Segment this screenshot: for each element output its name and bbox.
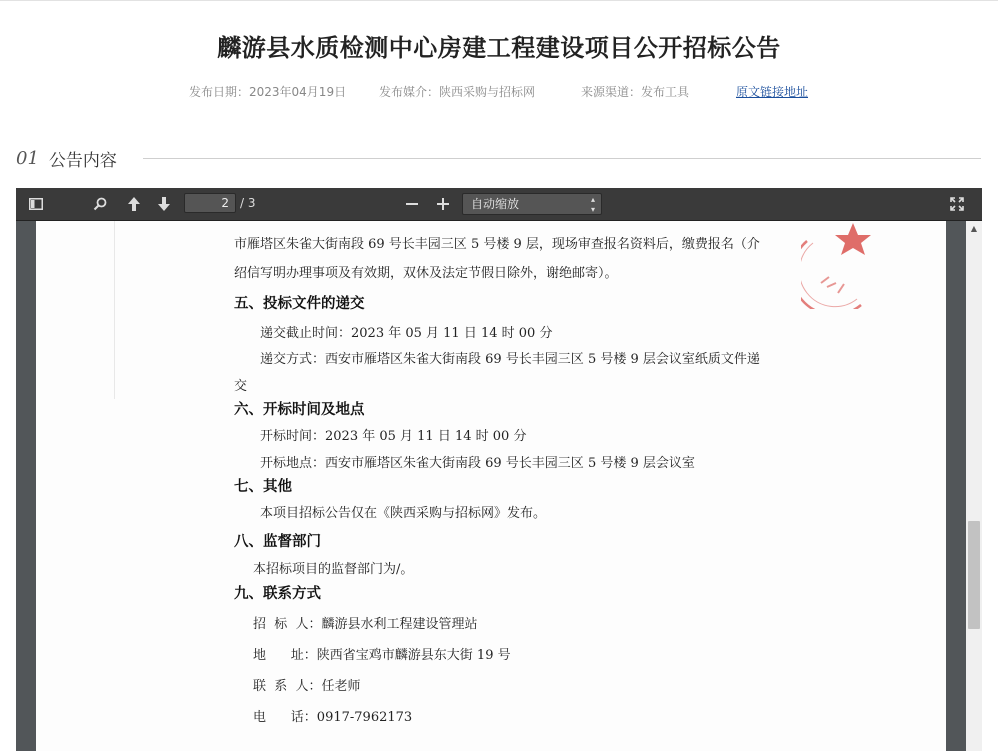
section-number: 01 (16, 147, 39, 169)
minus-icon[interactable] (400, 192, 424, 216)
official-seal-icon (801, 221, 891, 309)
zoom-select[interactable] (462, 193, 602, 215)
pdf-viewer (16, 188, 982, 751)
fullscreen-icon[interactable] (945, 192, 969, 216)
document-line: 招 标 人：麟游县水利工程建设管理站 (253, 617, 478, 632)
document-line: 开标时间：2023 年 05 月 11 日 14 时 00 分 (260, 429, 527, 444)
document-heading: 六、开标时间及地点 (234, 402, 365, 418)
page-number-input[interactable]: 2 (184, 193, 236, 213)
document-heading: 七、其他 (234, 479, 292, 495)
plus-icon[interactable] (431, 192, 455, 216)
search-icon[interactable] (88, 192, 112, 216)
document-line: 联 系 人：任老师 (253, 679, 361, 694)
publish-date: 发布日期：2023年04月19日 (189, 85, 347, 99)
scrollbar-thumb[interactable] (968, 521, 980, 629)
pdf-toolbar (16, 188, 982, 221)
document-line: 本项目招标公告仅在《陕西采购与招标网》发布。 (260, 506, 547, 521)
document-line: 开标地点：西安市雁塔区朱雀大街南段 69 号长丰园三区 5 号楼 9 层会议室 (260, 456, 695, 471)
publish-media: 发布媒介：陕西采购与招标网 (379, 85, 536, 99)
original-link[interactable]: 原文链接地址 (736, 85, 809, 99)
vertical-scrollbar[interactable] (966, 221, 982, 751)
section-divider (143, 158, 981, 159)
document-line: 绍信写明办理事项及有效期，双休及法定节假日除外，谢绝邮寄）。 (234, 266, 618, 281)
pdf-page (36, 221, 946, 751)
sidebar-toggle-icon[interactable] (24, 192, 48, 216)
arrow-down-icon[interactable] (152, 192, 176, 216)
document-heading: 九、联系方式 (234, 586, 321, 602)
pdf-page-area[interactable] (16, 221, 966, 751)
document-line: 电 话：0917-7962173 (253, 710, 413, 725)
top-divider (0, 0, 998, 1)
source-channel: 来源渠道：发布工具 (581, 85, 690, 99)
document-line: 交 (234, 379, 248, 394)
section-header (16, 146, 117, 170)
document-line: 地 址：陕西省宝鸡市麟游县东大街 19 号 (253, 648, 511, 663)
section-label: 公告内容 (48, 150, 117, 171)
document-line: 递交截止时间：2023 年 05 月 11 日 14 时 00 分 (260, 326, 553, 341)
page-scan-line (114, 221, 115, 399)
scroll-up-icon[interactable]: ▲ (970, 224, 978, 233)
document-line: 本招标项目的监督部门为/。 (253, 562, 414, 577)
document-heading: 八、监督部门 (234, 534, 321, 550)
page-title: 麟游县水质检测中心房建工程建设项目公开招标公告 (217, 34, 781, 62)
arrow-up-icon[interactable] (122, 192, 146, 216)
document-line: 递交方式：西安市雁塔区朱雀大街南段 69 号长丰园三区 5 号楼 9 层会议室纸质文件递 (260, 352, 760, 367)
page-count: / 3 (240, 196, 256, 210)
document-line: 市雁塔区朱雀大街南段 69 号长丰园三区 5 号楼 9 层，现场审查报名资料后，缴费报名（介 (234, 237, 760, 252)
zoom-select-value: 自动缩放 (471, 197, 520, 211)
chevron-updown-icon: ▴ ▾ (590, 195, 595, 214)
document-heading: 五、投标文件的递交 (234, 296, 365, 312)
